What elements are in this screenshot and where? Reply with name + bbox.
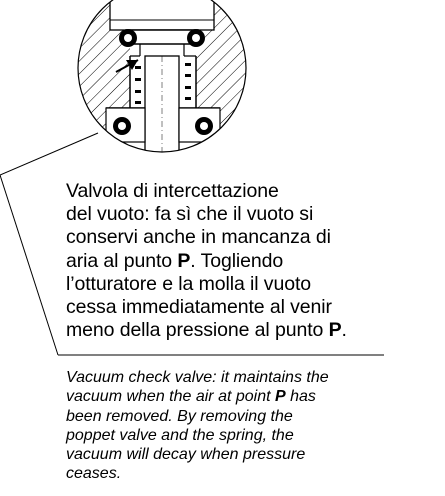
english_lines-line bbox=[66, 464, 436, 483]
point-label: P bbox=[275, 388, 286, 406]
caption-text: Vacuum check valve: it maintains the bbox=[66, 369, 329, 386]
caption-text: Valvola di intercettazione bbox=[66, 180, 279, 202]
caption-text: . Togliendo bbox=[190, 249, 284, 272]
caption-text: poppet valve and the spring, the bbox=[66, 426, 294, 444]
italian-caption bbox=[66, 180, 426, 342]
italian_lines-line bbox=[66, 203, 426, 226]
point-label: P bbox=[177, 249, 191, 272]
point-label: P bbox=[328, 319, 342, 342]
caption-text: l’otturatore e la molla il vuoto bbox=[66, 272, 312, 295]
italian_lines-line bbox=[66, 250, 426, 273]
caption-text: vacuum when the air at point bbox=[66, 388, 276, 406]
italian_lines-line bbox=[66, 319, 426, 342]
english_lines-line bbox=[66, 426, 436, 445]
english_lines-line bbox=[66, 407, 436, 426]
italian_lines-line bbox=[66, 296, 426, 319]
caption-text: cessa immediatamente al venir bbox=[66, 296, 332, 319]
caption-text: conservi anche in mancanza di bbox=[66, 226, 331, 249]
italian_lines-line bbox=[66, 226, 426, 249]
english_lines-line bbox=[66, 445, 436, 464]
italian_lines-line bbox=[66, 273, 426, 296]
english_lines-line bbox=[66, 368, 436, 387]
caption-text: ceases. bbox=[66, 465, 122, 483]
italian_lines-line bbox=[66, 180, 426, 203]
caption-text: . bbox=[341, 319, 347, 342]
caption-text: aria al punto bbox=[66, 249, 178, 272]
caption-text: meno della pressione al punto bbox=[66, 319, 329, 342]
caption-text: vacuum will decay when pressure bbox=[66, 446, 306, 464]
caption-text: been removed. By removing the bbox=[66, 407, 293, 425]
caption-text: has bbox=[285, 388, 316, 406]
english-caption bbox=[66, 368, 436, 484]
english_lines-line bbox=[66, 387, 436, 406]
top-body-block bbox=[110, 0, 214, 30]
caption-text: del vuoto: fa sì che il vuoto si bbox=[66, 203, 314, 226]
